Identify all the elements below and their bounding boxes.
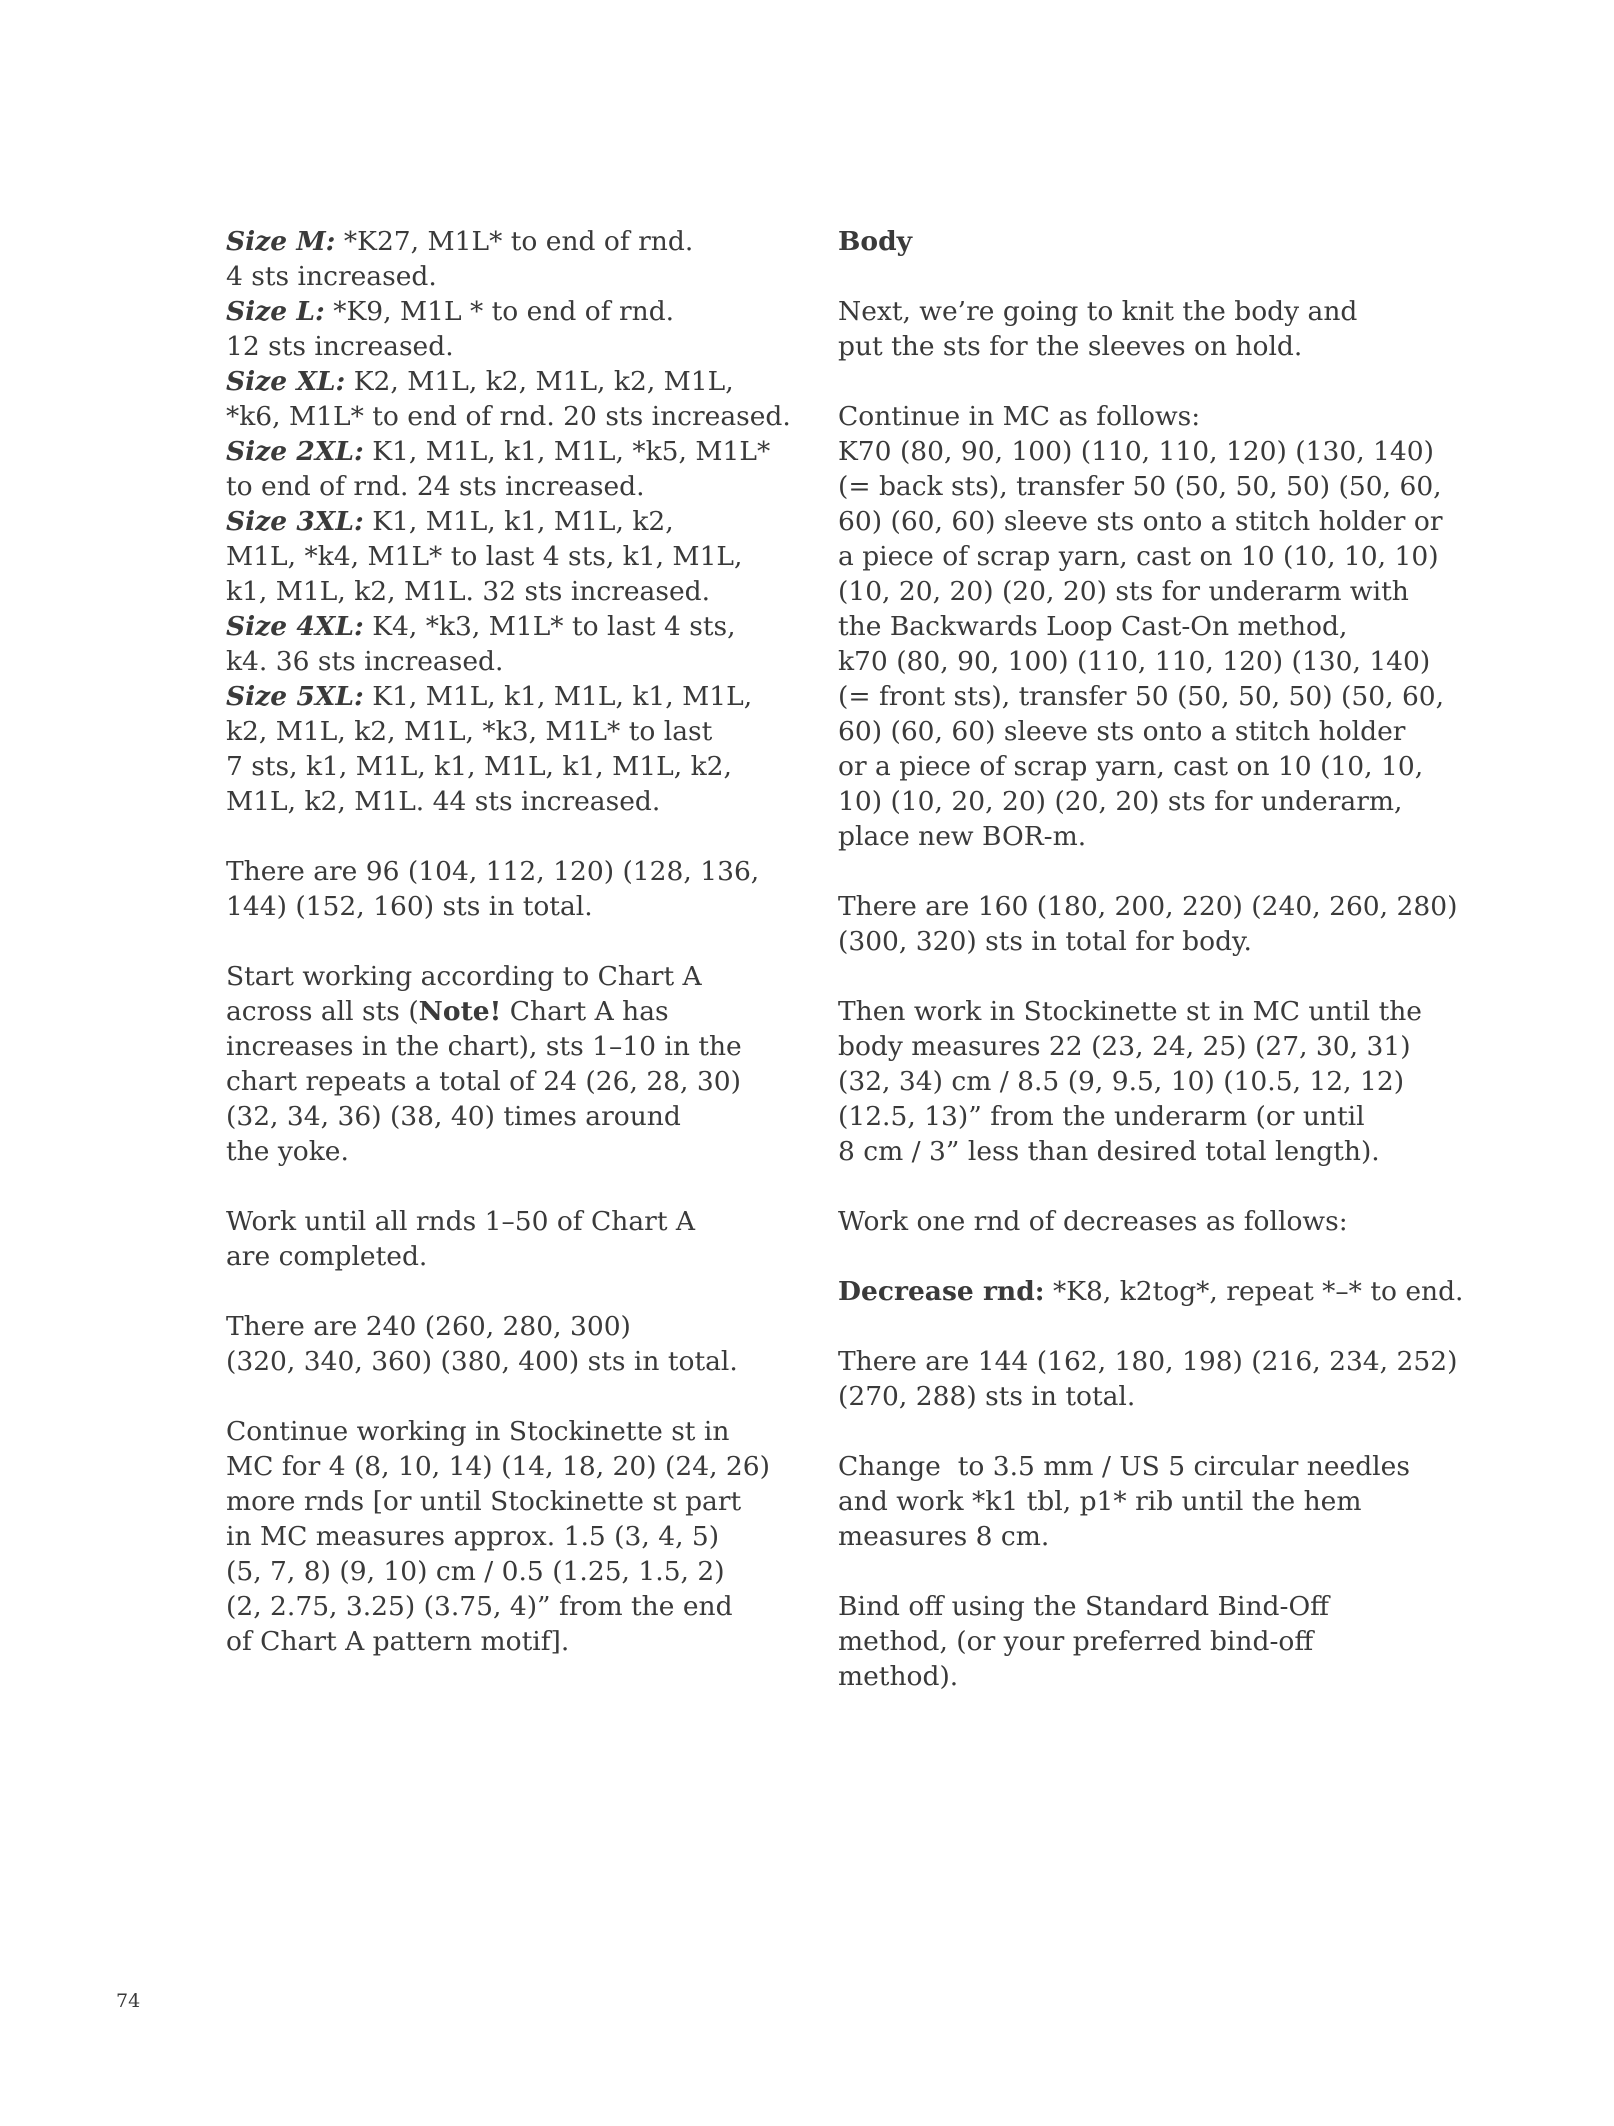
text-line: k70 (80, 90, 100) (110, 110, 120) (130, 140) [838,646,1431,677]
text-line: (270, 288) sts in total. [838,1381,1136,1412]
text-line: Work until all rnds 1–50 of Chart A [226,1206,696,1237]
text-line: place new BOR-m. [838,821,1087,852]
size-5xl-label: Size 5XL: [226,681,364,712]
text-line: There are 96 (104, 112, 120) (128, 136, [226,856,760,887]
note-label: Note! [418,996,502,1027]
text-line: put the sts for the sleeves on hold. [838,331,1303,362]
decrease-round-label: Decrease rnd: [838,1276,1045,1307]
text-line: and work *k1 tbl, p1* rib until the hem [838,1486,1362,1517]
body-total-paragraph [838,889,1458,959]
text-line: There are 160 (180, 200, 220) (240, 260, 280) [838,891,1458,922]
size-2xl-label: Size 2XL: [226,436,364,467]
text-line: (5, 7, 8) (9, 10) cm / 0.5 (1.25, 1.5, 2) [226,1556,725,1587]
decrease-intro-paragraph [838,1204,1418,1239]
text-line: 60) (60, 60) sleeve sts onto a stitch holder [838,716,1406,747]
body-intro-paragraph [838,294,1418,364]
body-heading-block [838,224,1418,259]
text-line: K70 (80, 90, 100) (110, 110, 120) (130, 140) [838,436,1434,467]
text-line: 144) (152, 160) sts in total. [226,891,593,922]
left-column [226,224,791,1694]
size-3xl-label: Size 3XL: [226,506,364,537]
text-line: are completed. [226,1241,428,1272]
text-line: method, (or your preferred bind-off [838,1626,1314,1657]
size-3xl-text: K1, M1L, k1, M1L, k2, [363,506,674,537]
size-l-line [226,294,746,329]
size-2xl-text: K1, M1L, k1, M1L, *k5, M1L* [363,436,771,467]
size-l-text: *K9, M1L * to end of rnd. [324,296,675,327]
text-line: (= back sts), transfer 50 (50, 50, 50) (50, 60, [838,471,1442,502]
text-line: (10, 20, 20) (20, 20) sts for underarm with [838,576,1409,607]
size-4xl-text: K4, *k3, M1L* to last 4 sts, [363,611,736,642]
size-5xl-line [226,679,753,714]
size-m-line [226,224,746,259]
text-line: (300, 320) sts in total for body. [838,926,1252,957]
size-3xl-line-2: M1L, *k4, M1L* to last 4 sts, k1, M1L, [226,541,743,572]
size-l-increase: 12 sts increased. [226,331,454,362]
text-line: Continue in MC as follows: [838,401,1201,432]
text-line: or a piece of scrap yarn, cast on 10 (10, 10, [838,751,1424,782]
final-total-paragraph [838,1344,1458,1414]
size-3xl-line-3: k1, M1L, k2, M1L. 32 sts increased. [226,576,711,607]
size-5xl-line-2: k2, M1L, k2, M1L, *k3, M1L* to last [226,716,713,747]
text-line: Then work in Stockinette st in MC until the [838,996,1422,1027]
text-line: 10) (10, 20, 20) (20, 20) sts for underarm, [838,786,1403,817]
size-5xl-line-4: M1L, k2, M1L. 44 sts increased. [226,786,661,817]
text-line: more rnds [or until Stockinette st part [226,1486,742,1517]
size-increases [226,224,791,819]
text-line: There are 240 (260, 280, 300) [226,1311,631,1342]
text-line: (2, 2.75, 3.25) (3.75, 4)” from the end [226,1591,733,1622]
chart-a-paragraph [226,959,746,1169]
needle-change-paragraph [838,1449,1418,1554]
size-5xl-text: K1, M1L, k1, M1L, k1, M1L, [363,681,753,712]
text-line: (32, 34, 36) (38, 40) times around [226,1101,681,1132]
size-4xl-line [226,609,746,644]
work-rounds-paragraph [226,1204,746,1274]
text-line: of Chart A pattern motif]. [226,1626,570,1657]
stockinette-paragraph [226,1414,770,1659]
text-line: MC for 4 (8, 10, 14) (14, 18, 20) (24, 26) [226,1451,770,1482]
text-line: measures 8 cm. [838,1521,1050,1552]
right-column [838,224,1464,1729]
page-number: 74 [116,1990,141,2012]
size-xl-line [226,364,746,399]
text-line: Start working according to Chart A [226,961,702,992]
text-line: (12.5, 13)” from the underarm (or until [838,1101,1365,1132]
text-line: method). [838,1661,959,1692]
text-line: Next, we’re going to knit the body and [838,296,1358,327]
size-2xl-line-2: to end of rnd. 24 sts increased. [226,471,645,502]
text-line: (= front sts), transfer 50 (50, 50, 50) (50, 60, [838,681,1445,712]
text-line: 60) (60, 60) sleeve sts onto a stitch holder or [838,506,1443,537]
size-4xl-line-2: k4. 36 sts increased. [226,646,504,677]
text-line: (320, 340, 360) (380, 400) sts in total. [226,1346,738,1377]
text-segment: *K8, k2tog*, repeat *–* to end. [1044,1276,1464,1307]
size-m-increase: 4 sts increased. [226,261,437,292]
text-line: the yoke. [226,1136,349,1167]
size-xl-text: K2, M1L, k2, M1L, k2, M1L, [345,366,734,397]
size-4xl-label: Size 4XL: [226,611,364,642]
text-line: the Backwards Loop Cast-On method, [838,611,1348,642]
text-line: 8 cm / 3” less than desired total length). [838,1136,1380,1167]
text-line: Work one rnd of decreases as follows: [838,1206,1348,1237]
text-segment: Chart A has [501,996,669,1027]
text-line [226,994,746,1029]
size-xl-label: Size XL: [226,366,346,397]
text-line: Continue working in Stockinette st in [226,1416,730,1447]
decrease-round-paragraph [838,1274,1464,1309]
continue-mc-paragraph [838,399,1445,854]
text-line: a piece of scrap yarn, cast on 10 (10, 10, 10) [838,541,1439,572]
text-line: chart repeats a total of 24 (26, 28, 30) [226,1066,741,1097]
size-3xl-line [226,504,746,539]
text-line: (32, 34) cm / 8.5 (9, 9.5, 10) (10.5, 12, 12) [838,1066,1405,1097]
text-segment: across all sts ( [226,996,419,1027]
size-xl-line-2: *k6, M1L* to end of rnd. 20 sts increased. [226,401,791,432]
text-line: body measures 22 (23, 24, 25) (27, 30, 31) [838,1031,1411,1062]
size-m-text: *K27, M1L* to end of rnd. [335,226,694,257]
text-line: Bind off using the Standard Bind-Off [838,1591,1330,1622]
body-stockinette-paragraph [838,994,1422,1169]
size-m-label: Size M: [226,226,336,257]
bind-off-paragraph [838,1589,1418,1694]
stitch-total-paragraph [226,854,760,924]
text-line: Change to 3.5 mm / US 5 circular needles [838,1451,1410,1482]
stitch-total-paragraph-2 [226,1309,746,1379]
text-line: increases in the chart), sts 1–10 in the [226,1031,742,1062]
text-line: There are 144 (162, 180, 198) (216, 234, 252) [838,1346,1458,1377]
size-5xl-line-3: 7 sts, k1, M1L, k1, M1L, k1, M1L, k2, [226,751,732,782]
text-line [838,1274,1464,1309]
section-heading: Body [838,226,913,257]
size-2xl-line [226,434,771,469]
size-l-label: Size L: [226,296,325,327]
text-line: in MC measures approx. 1.5 (3, 4, 5) [226,1521,720,1552]
